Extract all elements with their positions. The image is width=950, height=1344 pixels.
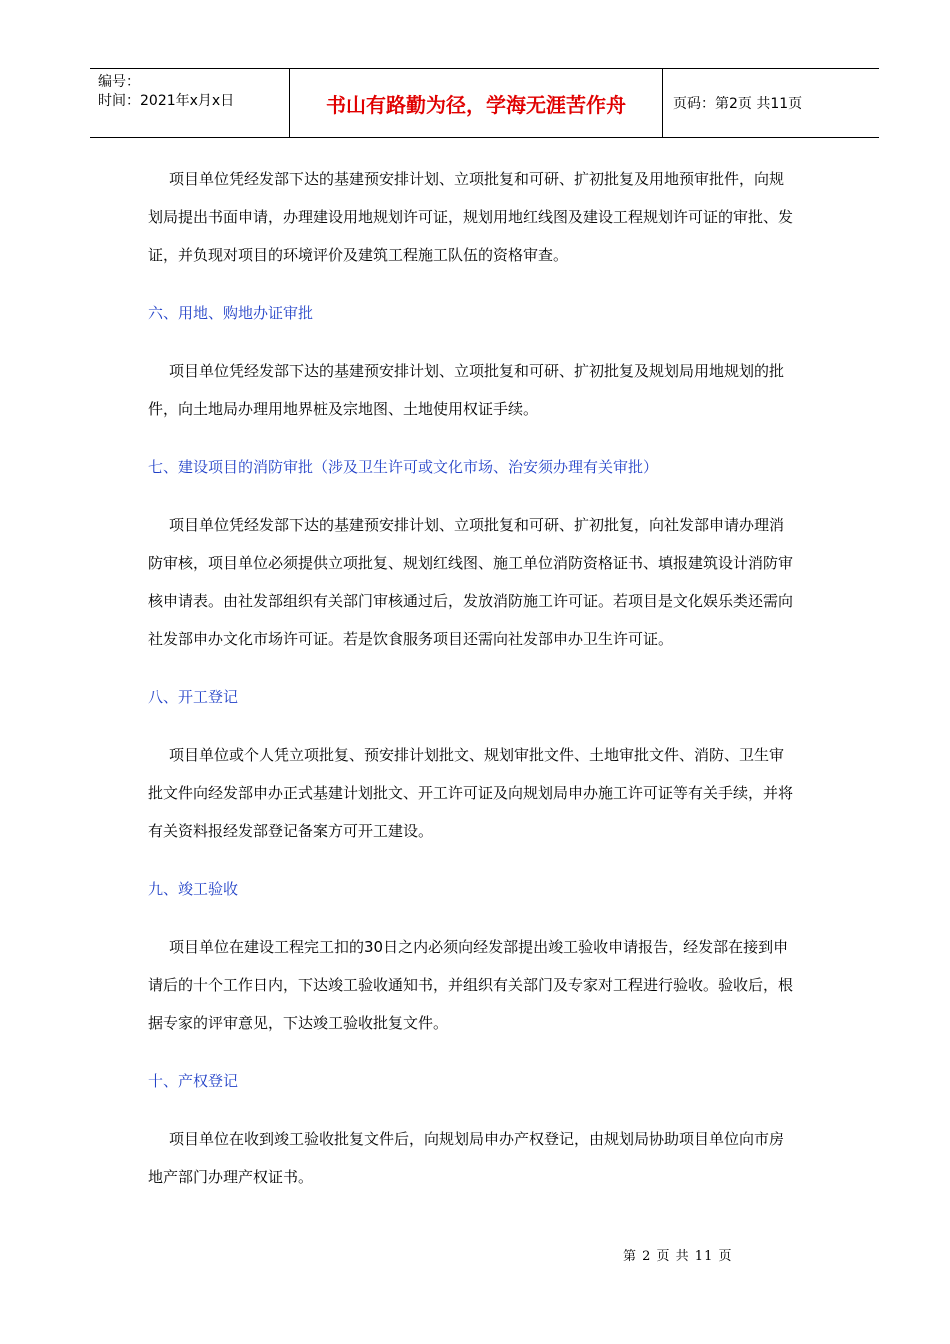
time-label: 时间：2021年x月x日 — [98, 93, 235, 109]
header-meta — [90, 69, 290, 137]
document-body — [148, 160, 793, 1196]
section-10-paragraph: 项目单位在收到竣工验收批复文件后，向规划局申办产权登记，由规划局协助项目单位向市房地产部门办理产权证书。 — [148, 1130, 785, 1186]
section-8-paragraph: 项目单位或个人凭立项批复、预安排计划批文、规划审批文件、土地审批文件、消防、卫生审批文件向经发部申办正式基建计划批文、开工许可证及向规划局申办施工许可证等有关手续，并将有关资料报经发部登记备案方可开工建设。 — [148, 746, 794, 840]
section-10-heading: 十、产权登记 — [148, 1072, 239, 1090]
section-7-paragraph: 项目单位凭经发部下达的基建预安排计划、立项批复和可研、扩初批复，向社发部申请办理消防审核，项目单位必须提供立项批复、规划红线图、施工单位消防资格证书、填报建筑设计消防审核申请表。由社发部组织有关部门审核通过后，发放消防施工许可证。若项目是文化娱乐类还需向社发部申办文化市场许可证。若是饮食服务项目还需向社发部申办卫生许可证。 — [148, 516, 794, 648]
section-6-paragraph: 项目单位凭经发部下达的基建预安排计划、立项批复和可研、扩初批复及规划局用地规划的批件，向土地局办理用地界桩及宗地图、土地使用权证手续。 — [148, 362, 785, 418]
section-6-heading: 六、用地、购地办证审批 — [148, 304, 314, 322]
section-9-heading: 九、竣工验收 — [148, 880, 239, 898]
section-9-paragraph: 项目单位在建设工程完工扣的30日之内必须向经发部提出竣工验收申请报告，经发部在接到申请后的十个工作日内，下达竣工验收通知书，并组织有关部门及专家对工程进行验收。验收后，根据专家的评审意见，下达竣工验收批复文件。 — [148, 938, 794, 1032]
intro-paragraph: 项目单位凭经发部下达的基建预安排计划、立项批复和可研、扩初批复及用地预审批件，向规划局提出书面申请，办理建设用地规划许可证，规划用地红线图及建设工程规划许可证的审批、发证，并负现对项目的环境评价及建筑工程施工队伍的资格审查。 — [148, 170, 794, 264]
section-7-heading: 七、建设项目的消防审批（涉及卫生许可或文化市场、治安须办理有关审批） — [148, 458, 659, 476]
page-footer: 第 2 页 共 11 页 — [623, 1249, 733, 1264]
page-info: 页码：第2页 共11页 — [673, 96, 803, 112]
section-8-heading: 八、开工登记 — [148, 688, 239, 706]
page-header — [90, 68, 879, 138]
motto: 书山有路勤为径，学海无涯苦作舟 — [290, 69, 663, 137]
serial-label: 编号： — [98, 74, 140, 90]
